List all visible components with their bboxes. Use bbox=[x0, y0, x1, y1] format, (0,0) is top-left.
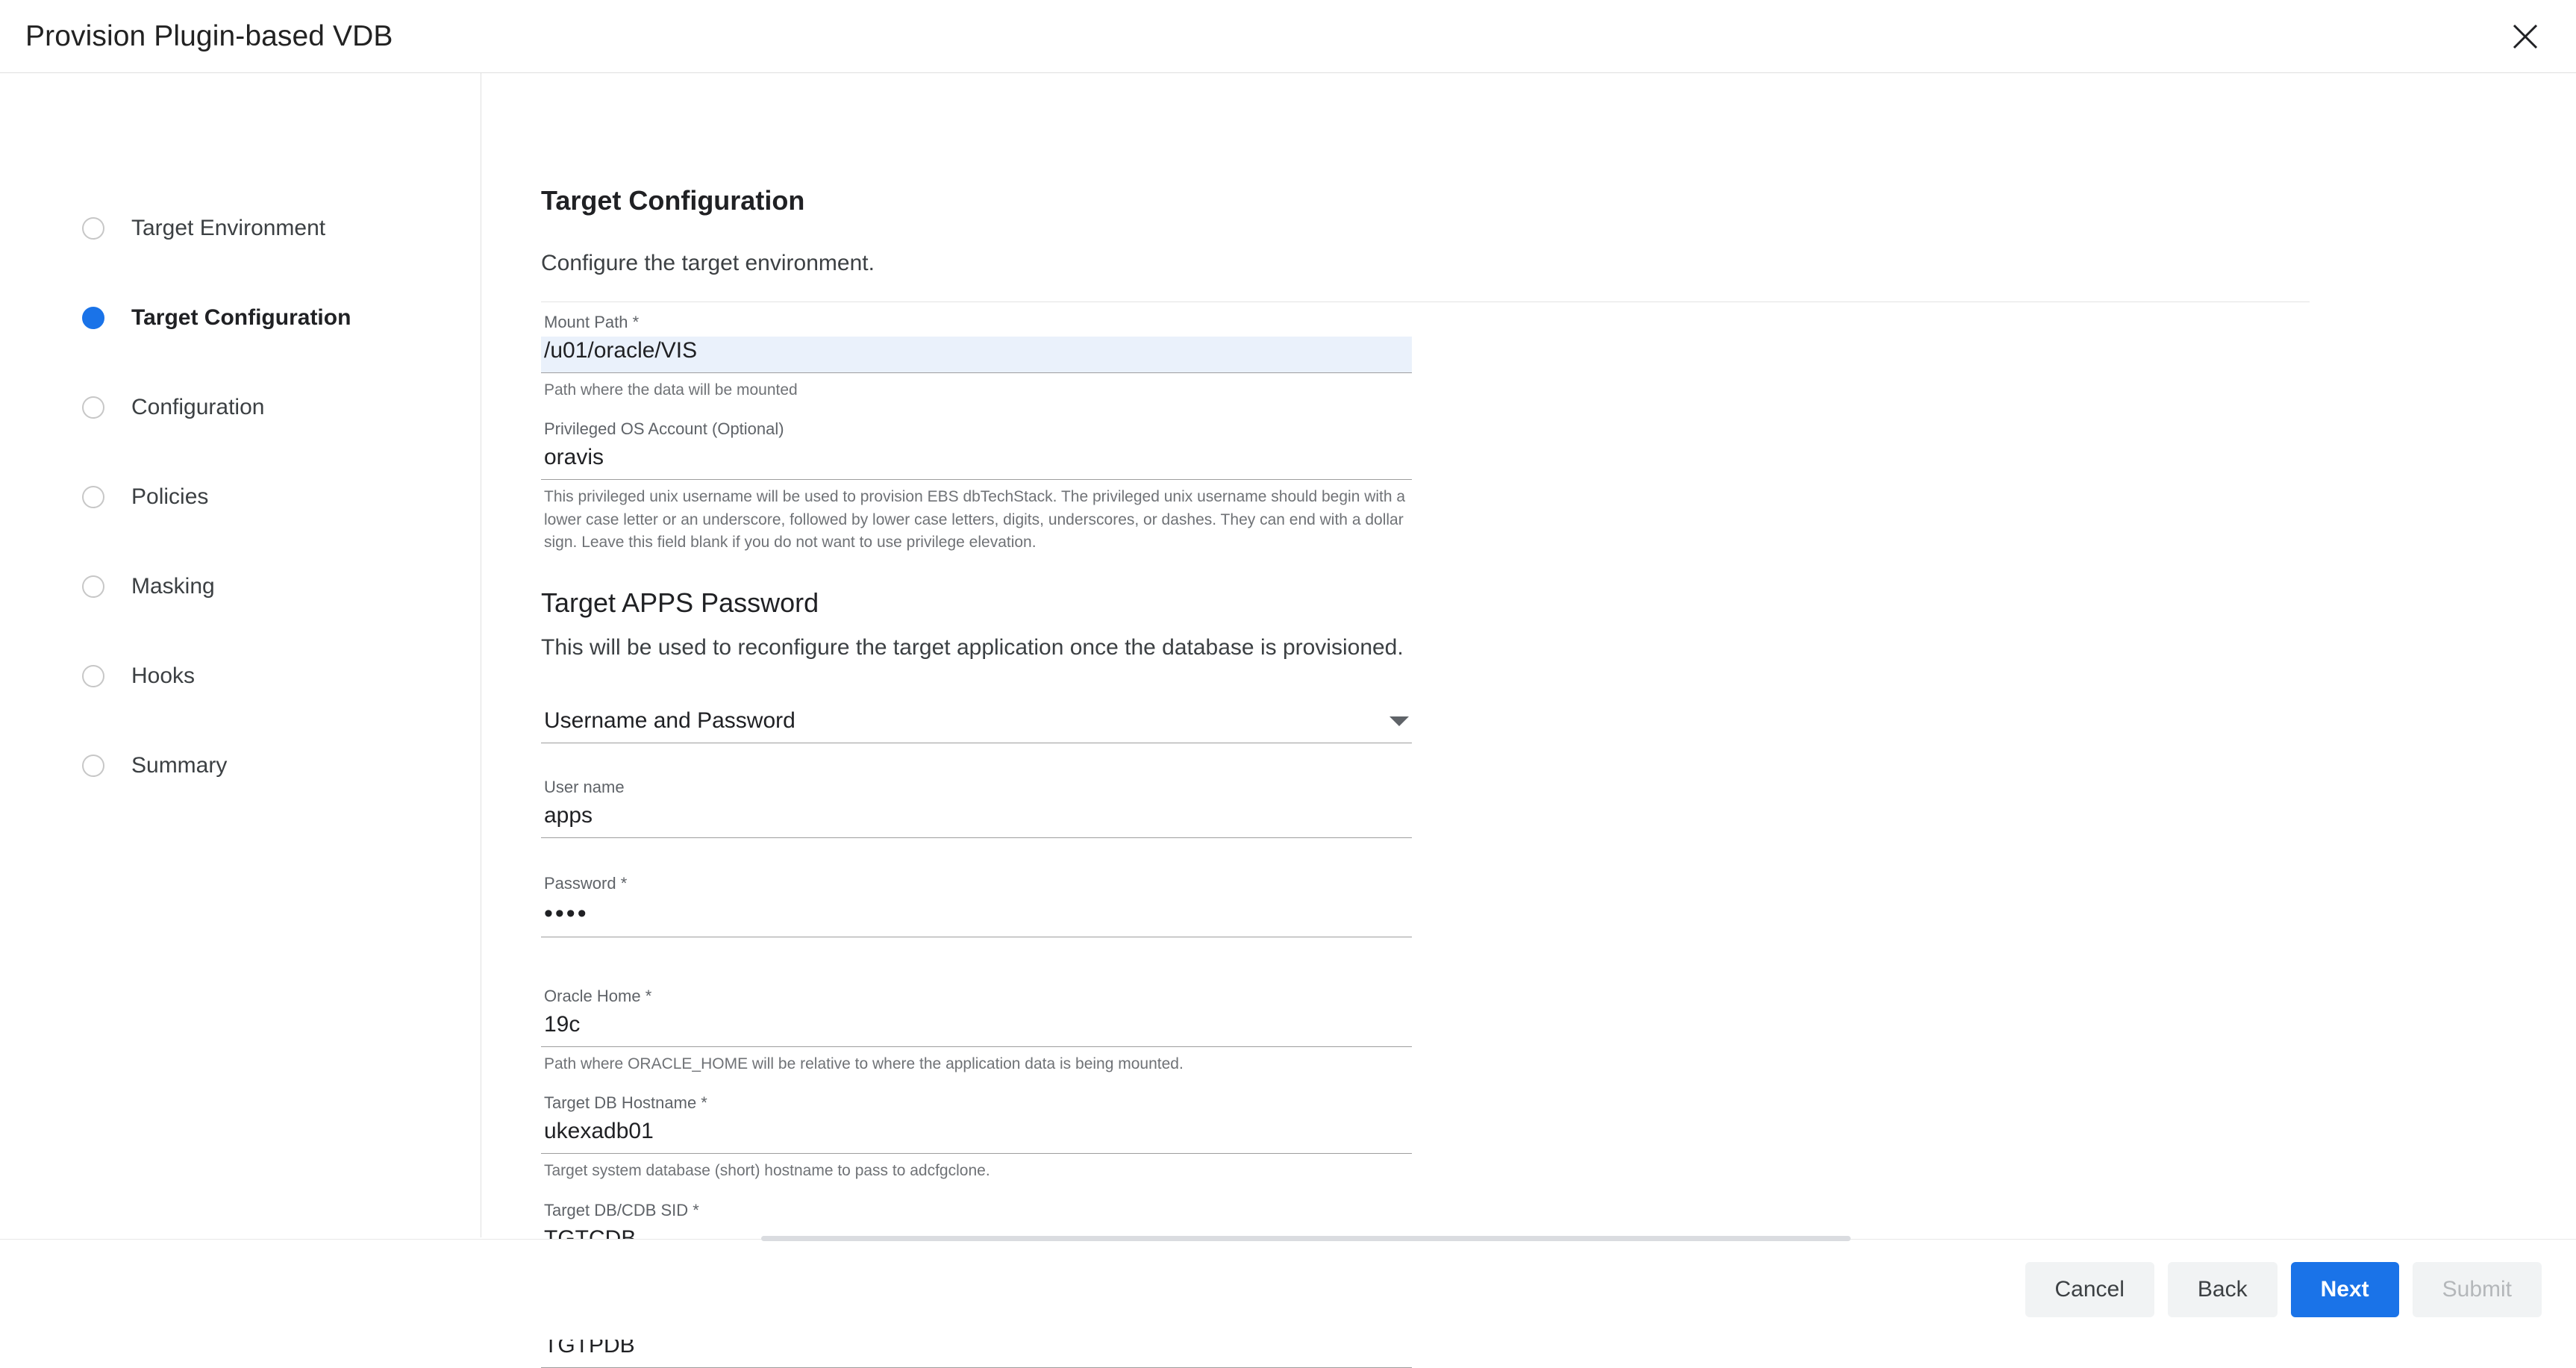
mount-path-hint: Path where the data will be mounted bbox=[544, 381, 798, 399]
sidebar-item-masking[interactable] bbox=[0, 542, 481, 631]
step-label: Configuration bbox=[131, 395, 265, 419]
section-title: Target Configuration bbox=[541, 185, 805, 216]
dialog-body bbox=[0, 73, 2576, 1237]
apps-password-field bbox=[541, 874, 1412, 937]
oracle-home-field bbox=[541, 987, 1412, 1075]
apps-username-input[interactable] bbox=[541, 802, 1412, 838]
next-button[interactable]: Next bbox=[2291, 1262, 2399, 1317]
privileged-os-account-hint: This privileged unix username will be used to provision EBS dbTechStack. The privileged unix username should begin with a lower case letter or an underscore, followed by lower case letters, digits, underscores, or dashes. They can end with a dollar sign. Leave this field blank if you do not want to use privilege elevation. bbox=[544, 488, 1406, 552]
sidebar-item-configuration[interactable] bbox=[0, 363, 481, 452]
submit-button: Submit bbox=[2413, 1262, 2542, 1317]
oracle-home-hint: Path where ORACLE_HOME will be relative to where the application data is being mounted. bbox=[544, 1055, 1184, 1072]
apps-password-title: Target APPS Password bbox=[541, 587, 819, 618]
step-label: Policies bbox=[131, 484, 209, 509]
horizontal-scrollbar[interactable] bbox=[761, 1236, 1851, 1241]
sidebar-item-target-configuration[interactable] bbox=[0, 273, 481, 363]
dialog-footer bbox=[0, 1239, 2576, 1340]
apps-username-field bbox=[541, 778, 1412, 838]
apps-username-label: User name bbox=[544, 777, 625, 796]
privileged-os-account-field bbox=[541, 419, 1412, 554]
step-dot-icon bbox=[82, 307, 104, 329]
step-dot-icon bbox=[82, 217, 104, 240]
step-label: Masking bbox=[131, 574, 215, 599]
apps-password-input[interactable]: •••• bbox=[541, 898, 1412, 937]
target-db-hostname-label: Target DB Hostname * bbox=[544, 1093, 707, 1113]
target-db-hostname-input[interactable] bbox=[541, 1117, 1412, 1154]
step-label: Target Environment bbox=[131, 216, 326, 240]
close-icon[interactable] bbox=[2503, 14, 2548, 59]
mount-path-input[interactable] bbox=[541, 337, 1412, 373]
mount-path-label: Mount Path * bbox=[544, 313, 640, 331]
back-button[interactable]: Back bbox=[2168, 1262, 2278, 1317]
oracle-home-label: Oracle Home * bbox=[544, 986, 652, 1005]
oracle-home-input[interactable] bbox=[541, 1011, 1412, 1047]
step-label: Target Configuration bbox=[131, 305, 351, 330]
wizard-stepper bbox=[0, 73, 481, 1237]
section-description: Configure the target environment. bbox=[541, 251, 875, 275]
step-label: Summary bbox=[131, 753, 228, 778]
apps-password-description: This will be used to reconfigure the target application once the database is provisioned. bbox=[541, 634, 1404, 660]
cancel-button[interactable]: Cancel bbox=[2025, 1262, 2154, 1317]
credential-type-select[interactable] bbox=[541, 708, 1412, 743]
sidebar-item-target-environment[interactable] bbox=[0, 184, 481, 273]
window-titlebar bbox=[0, 0, 2576, 73]
sidebar-item-hooks[interactable] bbox=[0, 631, 481, 721]
sidebar-item-summary[interactable] bbox=[0, 721, 481, 811]
mount-path-field bbox=[541, 313, 1412, 402]
chevron-down-icon bbox=[1389, 716, 1409, 726]
form-content bbox=[481, 73, 2576, 1237]
step-dot-icon bbox=[82, 575, 104, 598]
step-dot-icon bbox=[82, 486, 104, 508]
privileged-os-account-input[interactable] bbox=[541, 443, 1412, 480]
credential-type-value: Username and Password bbox=[544, 708, 795, 733]
page-title: Provision Plugin-based VDB bbox=[25, 19, 393, 52]
step-dot-icon bbox=[82, 396, 104, 419]
apps-password-label: Password * bbox=[544, 873, 628, 893]
step-label: Hooks bbox=[131, 663, 196, 688]
target-db-hostname-field bbox=[541, 1093, 1412, 1182]
target-db-sid-label: Target DB/CDB SID * bbox=[544, 1200, 699, 1219]
step-dot-icon bbox=[82, 755, 104, 777]
step-dot-icon bbox=[82, 665, 104, 687]
sidebar-item-policies[interactable] bbox=[0, 452, 481, 542]
target-db-hostname-hint: Target system database (short) hostname to pass to adcfgclone. bbox=[544, 1162, 990, 1180]
privileged-os-account-label: Privileged OS Account (Optional) bbox=[544, 419, 784, 439]
